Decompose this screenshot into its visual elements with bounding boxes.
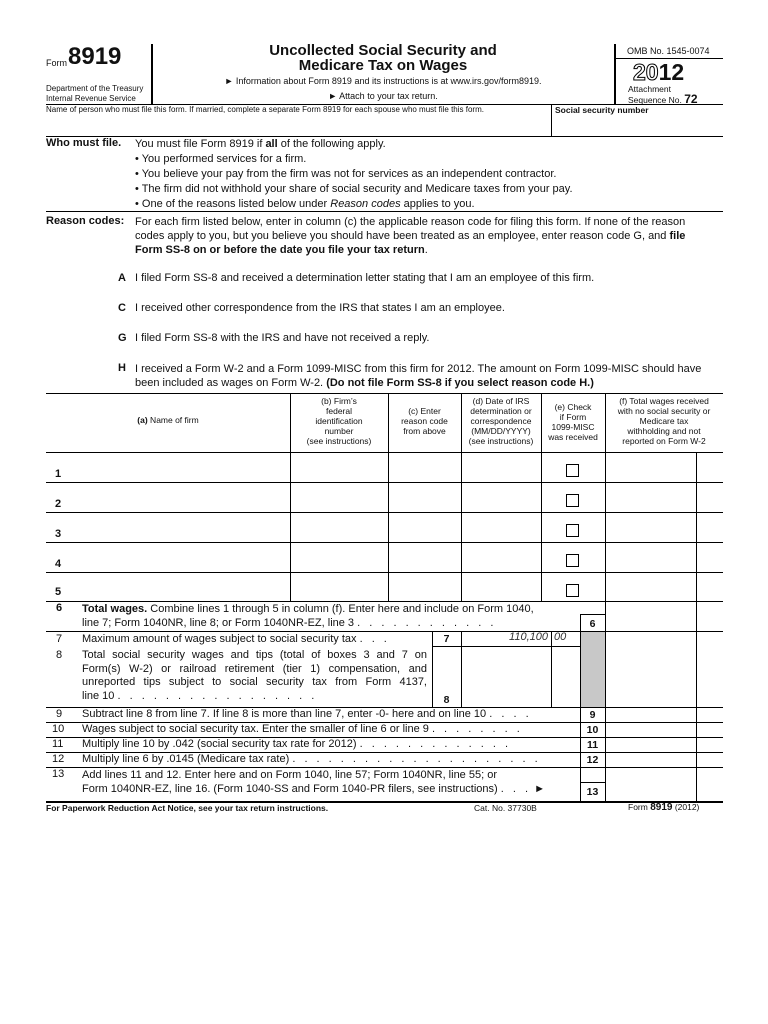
line-6-bold: Total wages. <box>82 603 148 615</box>
who-must-file-text <box>135 137 573 212</box>
sequence-label: Sequence No. <box>628 95 682 105</box>
col-b-header <box>290 396 388 446</box>
bullet-item: • One of the reasons listed below under <box>135 198 331 210</box>
tax-year <box>633 59 684 86</box>
reason-code-text: I received other correspondence from the IRS that states I am an employee. <box>135 302 505 314</box>
col-c-header <box>388 406 461 436</box>
col-d-line: (see instructions) <box>468 436 534 446</box>
line-11-desc: Multiply line 10 by .042 (social security tax rate for 2012) <box>82 738 357 750</box>
reason-text-line: For each firm listed below, enter in column (c) the applicable reason code for filing this form. If none of the reason <box>135 216 686 228</box>
line-13-desc: Add lines 11 and 12. Enter here and on Form 1040, line 57; Form 1040NR, line 55; or <box>82 769 497 781</box>
ssn-input[interactable] <box>555 116 721 134</box>
reason-h-line: I received a Form W-2 and a Form 1099-MISC from this firm for 2012. The amount on Form 1099-MISC should have <box>135 363 702 375</box>
reason-text-bold: file <box>669 230 686 242</box>
line-9-desc: Subtract line 8 from line 7. If line 8 is more than line 7, enter -0- here and on line 10 <box>82 708 487 720</box>
line-8-box-number: 8 <box>443 694 450 706</box>
reason-h-bold: (Do not file Form SS-8 if you select reason code H.) <box>326 377 594 389</box>
intro-end: of the following apply. <box>277 138 386 150</box>
line-7-box-number: 7 <box>443 633 450 645</box>
line-11-box-number: 11 <box>586 739 599 751</box>
line-7-text: Maximum amount of wages subject to social security tax . . . <box>82 633 390 645</box>
row-2-1099-checkbox[interactable] <box>566 494 579 507</box>
info-line: ► Information about Form 8919 and its instructions is at www.irs.gov/form8919. <box>224 76 542 86</box>
line-8-text: Total social security wages and tips (total of boxes 3 and 7 on Form(s) W-2) or railroad retirement (tier 1) compensation, and unreported tips subject to social security tax from Form 4137, line 10 . . . . . . . . . . . . . . . . . <box>82 649 427 702</box>
line-6-number: 6 <box>56 602 63 614</box>
line-7-cents: 00 <box>554 631 567 643</box>
reason-code-h-text <box>135 362 701 390</box>
who-must-file-label: Who must file. <box>46 137 122 149</box>
intro-text: You must file Form 8919 if <box>135 138 266 150</box>
line-12-desc: Multiply line 6 by .0145 (Medicare tax rate) <box>82 753 290 765</box>
line-8-desc: Form(s) W-2) or railroad retirement (tier 1) compensation, and <box>82 662 427 675</box>
line-9-amount-input[interactable] <box>606 708 696 721</box>
col-e-header <box>541 402 605 442</box>
line-13-number: 13 <box>52 768 65 780</box>
line-12-text: Multiply line 6 by .0145 (Medicare tax rate) . . . . . . . . . . . . . . . . . . . . . <box>82 753 541 765</box>
footer-form-label: Form <box>628 802 651 812</box>
reason-code-letter: A <box>118 272 126 284</box>
line-11-text: Multiply line 10 by .042 (social security tax rate for 2012) . . . . . . . . . . . . . <box>82 738 511 750</box>
name-input[interactable] <box>46 116 550 134</box>
row-number: 3 <box>55 528 62 540</box>
line-10-amount-input[interactable] <box>606 723 696 736</box>
col-d-header <box>461 396 541 446</box>
sequence-number: 72 <box>684 92 698 106</box>
row-number: 4 <box>55 558 62 570</box>
line-13-amount-input[interactable] <box>606 768 696 801</box>
col-d-line: (MM/DD/YYYY) <box>471 426 531 436</box>
col-c-line: reason code <box>401 416 448 426</box>
line-11-amount-input[interactable] <box>606 738 696 751</box>
col-f-header <box>605 396 723 446</box>
dept-line-1: Department of the Treasury <box>46 84 144 93</box>
col-e-line: if Form <box>559 412 587 422</box>
paperwork-notice: For Paperwork Reduction Act Notice, see your tax return instructions. <box>46 803 329 813</box>
reason-h-line: been included as wages on Form W-2. <box>135 377 327 389</box>
bullet-item: • You believe your pay from the firm was not for services as an independent contractor. <box>135 168 557 180</box>
attach-line: ► Attach to your tax return. <box>328 91 438 101</box>
row-number: 5 <box>55 586 62 598</box>
col-b-line: federal <box>326 406 352 416</box>
col-b-line: (see instructions) <box>306 436 372 446</box>
line-7-desc: Maximum amount of wages subject to social security tax <box>82 633 357 645</box>
line-6-text: Total wages. Combine lines 1 through 5 in column (f). Enter here and include on Form 1040, line 7; Form 1040NR, line 8; or Form 1040NR-EZ, line 3 . . . . . . . . . . . . <box>82 603 534 629</box>
bullet-end: applies to you. <box>400 198 475 210</box>
reason-codes-intro <box>135 215 725 257</box>
row-4-1099-checkbox[interactable] <box>566 554 579 567</box>
reason-code-text: I filed Form SS-8 and received a determination letter stating that I am an employee of this firm. <box>135 272 595 284</box>
line-10-box-number: 10 <box>586 724 599 736</box>
col-d-line: determination or <box>470 406 532 416</box>
line-6-amount-input[interactable] <box>606 602 696 630</box>
line-9-number: 9 <box>56 708 63 720</box>
year-bold-digits: 12 <box>658 59 685 85</box>
line-7-amount: 110,100 <box>509 631 548 643</box>
col-a-letter: (a) <box>137 415 148 425</box>
col-f-line: with no social security or <box>617 406 711 416</box>
ssn-label: Social security number <box>555 105 649 115</box>
col-f-line: reported on Form W-2 <box>622 436 706 446</box>
reason-codes-label: Reason codes: <box>46 215 125 227</box>
row-3-1099-checkbox[interactable] <box>566 524 579 537</box>
reason-code-letter: C <box>118 302 126 314</box>
row-number: 1 <box>55 468 62 480</box>
line-8-desc: unreported tips subject to social security tax from Form 4137, <box>82 676 427 688</box>
col-e-line: 1099-MISC <box>551 422 595 432</box>
col-f-line: withholding and not <box>627 426 701 436</box>
bullet-item: • You performed services for a firm. <box>135 153 307 165</box>
col-e-line: (e) Check <box>554 402 592 412</box>
line-8-amount-input[interactable] <box>462 647 550 706</box>
line-6-box-number: 6 <box>589 618 596 630</box>
col-f-line: Medicare tax <box>639 416 689 426</box>
attachment-label: Attachment <box>628 84 671 94</box>
row-1-1099-checkbox[interactable] <box>566 464 579 477</box>
line-12-number: 12 <box>52 753 65 765</box>
year-outline-digits: 20 <box>633 59 659 85</box>
form-number: 8919 <box>68 43 122 70</box>
line-11-number: 11 <box>52 738 64 750</box>
col-f-line: (f) Total wages received <box>619 396 709 406</box>
attachment-sequence <box>628 84 698 105</box>
reason-text-bold: Form SS-8 on or before the date you file your tax return <box>135 244 425 256</box>
reason-code-text: I filed Form SS-8 with the IRS and have not received a reply. <box>135 332 430 344</box>
col-d-line: (d) Date of IRS <box>472 396 530 406</box>
title-line-2: Medicare Tax on Wages <box>298 57 468 74</box>
form-label: Form <box>46 58 67 68</box>
reason-code-letter: G <box>118 332 127 344</box>
reason-text-line: codes apply to you, but you believe you should have been treated as an employee, enter reason code G, and <box>135 230 670 242</box>
line-8-number: 8 <box>56 649 63 661</box>
row-number: 2 <box>55 498 62 510</box>
line-7-number: 7 <box>56 633 63 645</box>
line-12-amount-input[interactable] <box>606 753 696 766</box>
line-8-desc: Total social security wages and tips (total of boxes 3 and 7 on <box>82 649 427 661</box>
line-6-desc2: line 7; Form 1040NR, line 8; or Form 1040NR-EZ, line 3 <box>82 617 355 629</box>
intro-bold: all <box>265 138 278 150</box>
line-9-box-number: 9 <box>589 709 596 721</box>
line-13-box-number: 13 <box>586 786 599 798</box>
col-b-line: (b) Firm’s <box>321 396 357 406</box>
line-10-number: 10 <box>52 723 65 735</box>
line-6-desc: Combine lines 1 through 5 in column (f). Enter here and include on Form 1040, <box>147 603 534 615</box>
department-block <box>46 84 143 104</box>
col-b-line: number <box>324 426 354 436</box>
arrow-icon: ► <box>534 783 546 795</box>
dept-line-2: Internal Revenue Service <box>46 94 136 103</box>
bullet-italic: Reason codes <box>330 198 401 210</box>
line-8-desc: line 10 <box>82 689 115 702</box>
line-10-desc: Wages subject to social security tax. Enter the smaller of line 6 or line 9 <box>82 723 429 735</box>
col-b-line: identification <box>315 416 363 426</box>
col-c-line: (c) Enter <box>408 406 441 416</box>
line-12-box-number: 12 <box>586 754 599 766</box>
catalog-number: Cat. No. 37730B <box>474 803 537 813</box>
col-a-text: Name of firm <box>147 415 199 425</box>
reason-code-letter: H <box>118 362 126 374</box>
title-line-1: Uncollected Social Security and <box>269 42 497 59</box>
line-9-text: Subtract line 8 from line 7. If line 8 is more than line 7, enter -0- here and on line 10 . . . . <box>82 708 532 720</box>
name-label: Name of person who must file this form. If married, complete a separate Form 8919 for each spouse who must file this form. <box>46 105 484 114</box>
col-a-header <box>46 415 290 425</box>
col-d-line: correspondence <box>470 416 532 426</box>
form-title <box>152 43 614 73</box>
bullet-item: • The firm did not withhold your share of social security and Medicare taxes from your pay. <box>135 183 573 195</box>
line-13-text: Add lines 11 and 12. Enter here and on Form 1040, line 57; Form 1040NR, line 55; or Form 1040NR-EZ, line 16. (Form 1040-SS and Form 1040-PR filers, see instructions) . . . ► <box>82 769 546 795</box>
line-13-desc: Form 1040NR-EZ, line 16. (Form 1040-SS and Form 1040-PR filers, see instructions) <box>82 783 498 795</box>
row-5-1099-checkbox[interactable] <box>566 584 579 597</box>
footer-form-number: 8919 <box>650 802 673 813</box>
footer-form-year: (2012) <box>672 802 700 812</box>
shaded-block <box>581 632 605 708</box>
footer-form-id <box>628 802 699 813</box>
col-c-line: from above <box>403 426 446 436</box>
reason-text-end: . <box>424 244 428 256</box>
omb-number: OMB No. 1545-0074 <box>627 46 710 56</box>
line-10-text: Wages subject to social security tax. Enter the smaller of line 6 or line 9 . . . . . . . . <box>82 723 523 735</box>
col-e-line: was received <box>548 432 598 442</box>
